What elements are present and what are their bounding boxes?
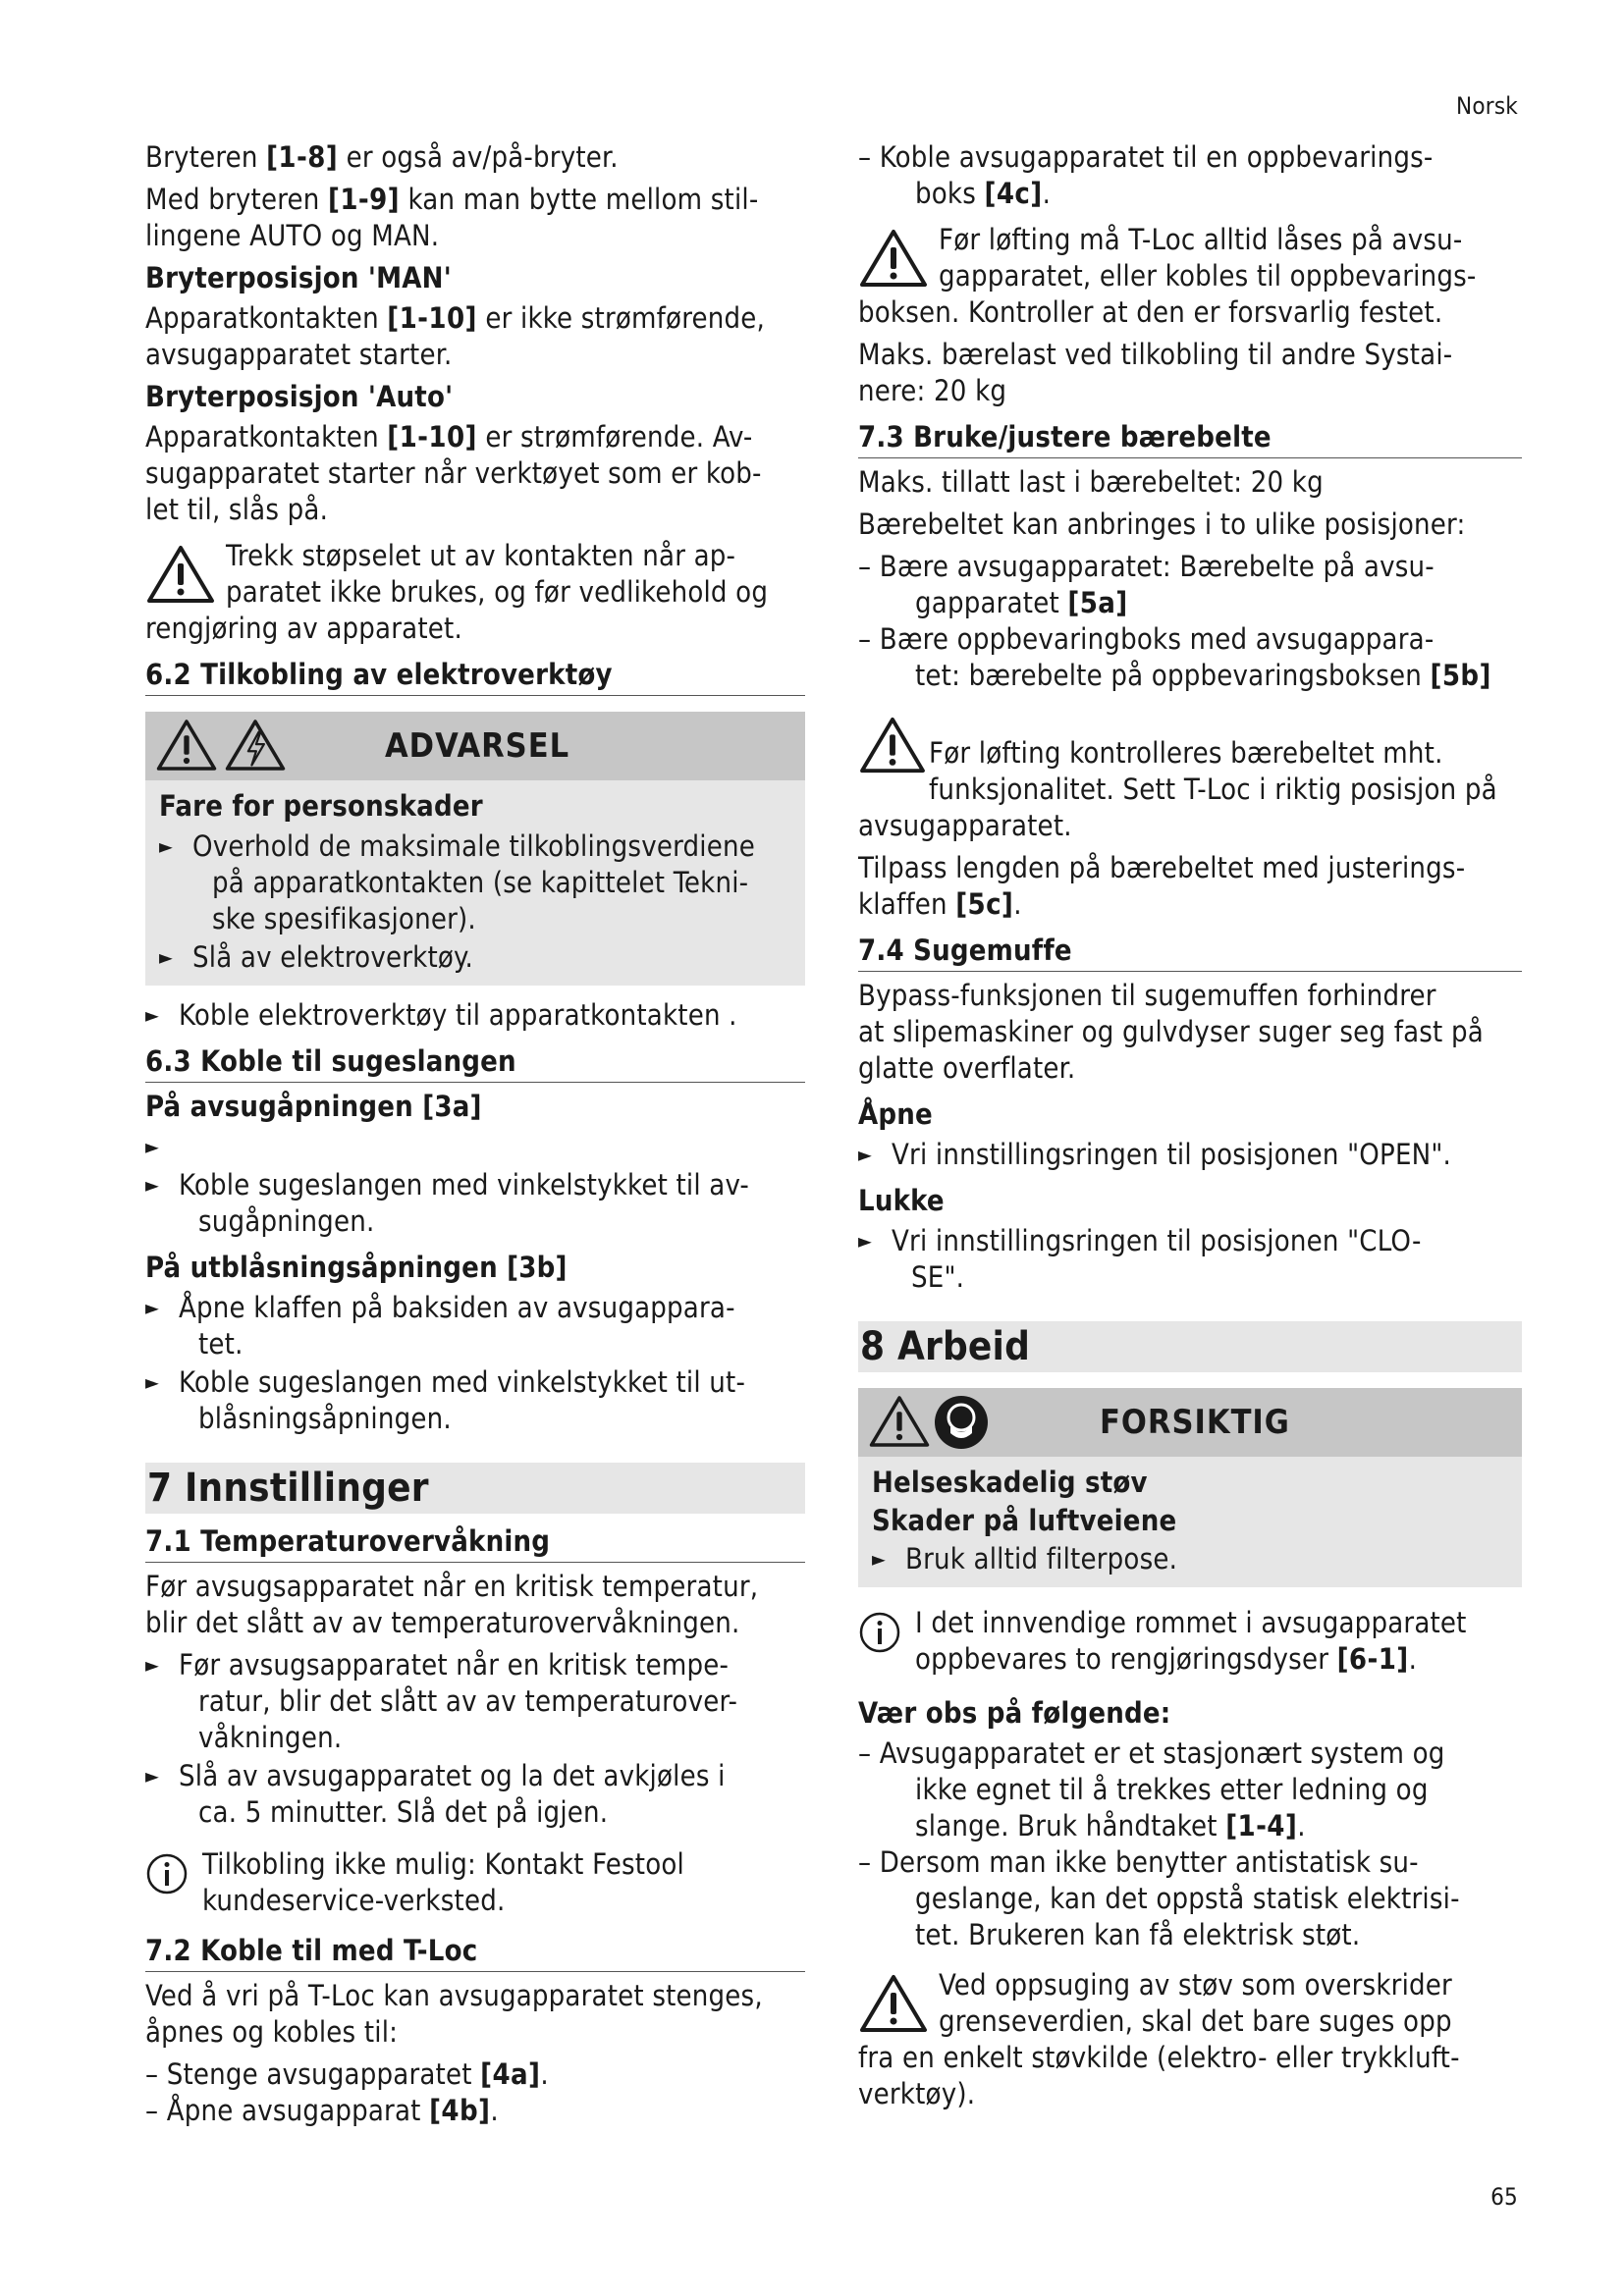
forsiktig-hazard-2: Skader på luftveiene [872,1504,1177,1537]
paragraph-7-4: Bypass-funksjonen til sugemuffen forhindrer at slipemaskiner og gulvdyser suger seg fast på glatte overflater. [858,979,1484,1085]
page-number: 65 [1490,2183,1518,2211]
warning-triangle-icon [155,718,218,773]
paragraph-man: Apparatkontakten [1-10] er ikke strømførende, avsugapparatet starter. [145,301,765,371]
forsiktig-box [858,1388,1522,1587]
arrow-right-icon: ► [159,945,174,969]
arrow-right-icon: ► [145,1370,160,1394]
forsiktig-title: FORSIKTIG [1100,1403,1290,1442]
warning-triangle-icon [858,1973,929,2034]
subheading-auto: Bryterposisjon 'Auto' [145,380,454,413]
heading-7-2: 7.2 Koble til med T-Loc [145,1933,805,1972]
dash-4c: – Koble avsugapparatet til en oppbevarings- boks [4c]. [858,140,1434,210]
advarsel-bullet-2: ► Slå av elektroverktøy. [159,940,474,974]
arrow-right-icon: ► [159,834,174,858]
forsiktig-header [858,1388,1522,1457]
bullet-connect-tool: ► Koble elektroverktøy til apparatkontakten . [145,998,737,1032]
paragraph-7-2: Ved å vri på T-Loc kan avsugapparatet stenges, åpnes og kobles til: [145,1979,763,2049]
paragraph-switch-1-9: Med bryteren [1-9] kan man bytte mellom stil- lingene AUTO og MAN. [145,183,759,252]
subheading-man: Bryterposisjon 'MAN' [145,261,452,294]
arrow-right-icon: ► [145,1296,160,1319]
subheading-note: Vær obs på følgende: [858,1696,1171,1730]
advarsel-box [145,712,805,986]
warning-unplug: Trekk støpselet ut av kontakten når ap- paratet ikke brukes, og før vedlikehold og rengjøring av apparatet. [145,539,769,645]
right-column [858,139,1522,2118]
bullet-3b-1: ► Åpne klaffen på baksiden av avsugappara- tet. [145,1291,735,1361]
paragraph-7-3-1: Maks. tillatt last i bærebeltet: 20 kg [858,465,1324,499]
arrow-right-icon: ► [145,1764,160,1788]
arrow-right-icon: ► [145,1173,160,1197]
bullet-empty [145,1129,805,1165]
paragraph-7-3-2: Bærebeltet kan anbringes i to ulike posisjoner: [858,507,1466,541]
paragraph-5c: Tilpass lengden på bærebeltet med justerings- klaffen [5c]. [858,851,1466,921]
arrow-right-icon: ► [145,1653,160,1677]
electric-hazard-icon [224,718,287,773]
dash-obs-1: – Avsugapparatet er et stasjonært system og ikke egnet til å trekkes etter ledning og slange. Bruk håndtaket [1-4]. [858,1736,1445,1842]
arrow-right-icon: ► [858,1229,873,1253]
heading-7-1: 7.1 Temperaturovervåkning [145,1523,805,1563]
dash-obs-2: – Dersom man ikke benytter antistatisk su- geslange, kan det oppstå statisk elektrisi- tet. Brukeren kan få elektrisk støt. [858,1845,1460,1951]
dash-5b: – Bære oppbevaringboks med avsugappara- tet: bærebelte på oppbevaringsboksen [5b] [858,622,1491,692]
heading-8: 8 Arbeid [858,1321,1522,1372]
dash-5a: – Bære avsugapparatet: Bærebelte på avsu- gapparatet [5a] [858,550,1435,619]
subheading-3a: På avsugåpningen [3a] [145,1090,482,1123]
heading-7-3: 7.3 Bruke/justere bærebelte [858,419,1522,458]
arrow-right-icon: ► [858,1143,873,1166]
warning-triangle-icon [868,1394,931,1449]
heading-6-3: 6.3 Koble til sugeslangen [145,1043,805,1083]
bullet-7-1-1: ► Før avsugsapparatet når en kritisk tempe- ratur, blir det slått av av temperaturover- våkningen. [145,1648,738,1754]
bullet-3a: ► Koble sugeslangen med vinkelstykket til av- sugåpningen. [145,1168,749,1238]
warning-triangle-icon [858,228,929,289]
page-language: Norsk [1456,92,1518,120]
dust-mask-icon [933,1394,990,1451]
subheading-3b: På utblåsningsåpningen [3b] [145,1251,568,1284]
heading-6-2: 6.2 Tilkobling av elektroverktøy [145,657,805,696]
warning-dust-limit: Ved oppsuging av støv som overskrider grenseverdien, skal det bare suges opp fra en enkelt støvkilde (elektro- eller trykkluft- verktøy). [858,1968,1460,2110]
heading-7: 7 Innstillinger [145,1463,805,1514]
subheading-close: Lukke [858,1184,945,1217]
arrow-right-icon: ► [145,1003,160,1027]
forsiktig-hazard-1: Helseskadelig støv [872,1466,1148,1499]
advarsel-title: ADVARSEL [385,726,570,766]
advarsel-bullet-1: ► Overhold de maksimale tilkoblingsverdiene på apparatkontakten (se kapittelet Tekni- ske spesifikasjoner). [159,829,755,935]
warning-triangle-icon [858,716,927,774]
advarsel-hazard: Fare for personskader [159,789,483,823]
paragraph-max-load: Maks. bærelast ved tilkobling til andre Systai- nere: 20 kg [858,338,1453,407]
bullet-open: ► Vri innstillingsringen til posisjonen "OPEN". [858,1138,1452,1171]
info-cleaning-nozzles: I det innvendige rommet i avsugapparatet oppbevares to rengjøringsdyser [6-1]. [858,1605,1522,1678]
warning-belt: Før løfting kontrolleres bærebeltet mht. funksjonalitet. Sett T-Loc i riktig posisjon på avsugapparatet. [858,716,1522,844]
dash-4b: – Åpne avsugapparat [4b]. [145,2094,499,2127]
info-icon [145,1852,189,1896]
paragraph-switch-1-8: Bryteren [1-8] er også av/på-bryter. [145,140,619,174]
subheading-open: Åpne [858,1097,933,1131]
bullet-7-1-2: ► Slå av avsugapparatet og la det avkjøles i ca. 5 minutter. Slå det på igjen. [145,1759,726,1829]
bullet-3b-2: ► Koble sugeslangen med vinkelstykket til ut- blåsningsåpningen. [145,1365,746,1435]
paragraph-auto: Apparatkontakten [1-10] er strømførende. Av- sugapparatet starter når verktøyet som er kob- let til, slås på. [145,420,762,526]
info-festool-service: Tilkobling ikke mulig: Kontakt Festool kundeservice-verksted. [145,1846,805,1919]
paragraph-7-1: Før avsugsapparatet når en kritisk temperatur, blir det slått av av temperaturovervåkningen. [145,1570,759,1639]
warning-t-loc: Før løfting må T-Loc alltid låses på avsu- gapparatet, eller kobles til oppbevarings- boksen. Kontroller at den er forsvarlig festet. [858,223,1477,329]
advarsel-header [145,712,805,780]
heading-7-4: 7.4 Sugemuffe [858,933,1522,972]
left-column [145,139,805,2129]
arrow-right-icon: ► [872,1547,887,1571]
forsiktig-bullet-1: ► Bruk alltid filterpose. [872,1542,1178,1575]
bullet-close: ► Vri innstillingsringen til posisjonen "CLO- SE". [858,1224,1422,1294]
dash-4a: – Stenge avsugapparatet [4a]. [145,2057,549,2091]
arrow-right-icon: ► [145,1135,160,1158]
info-icon [858,1611,901,1654]
warning-triangle-icon [145,544,216,605]
